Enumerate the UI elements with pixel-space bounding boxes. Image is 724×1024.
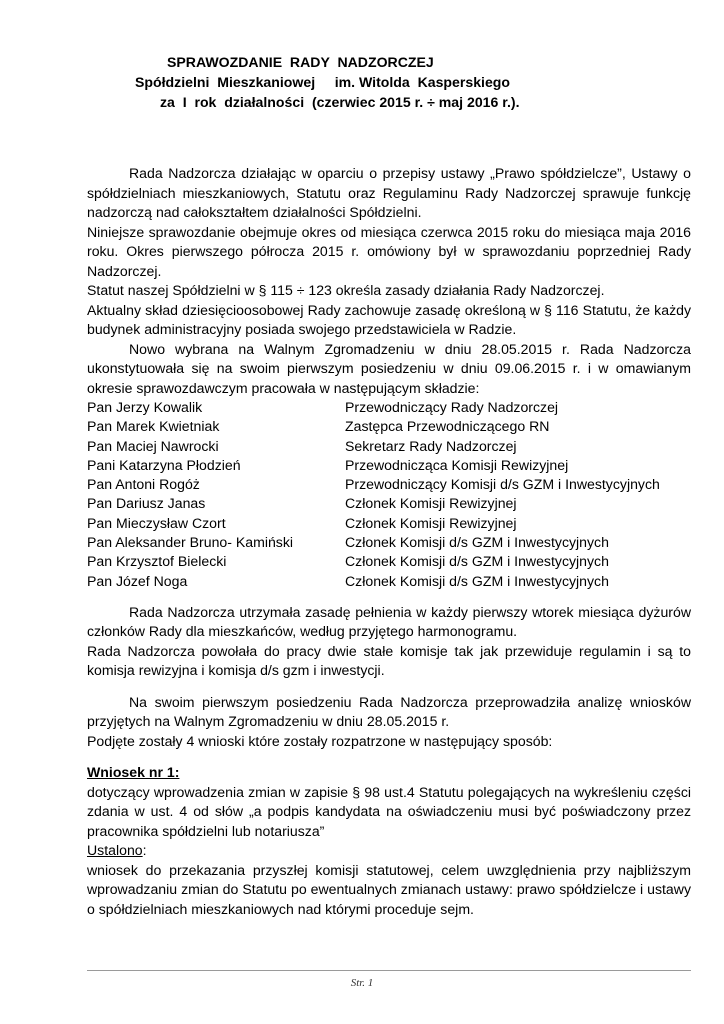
paragraph-intro: Rada Nadzorcza działając w oparciu o przepisy ustawy „Prawo spółdzielcze”, Ustawy o spółdzielniach mieszkaniowych, Statutu oraz Regulaminu Rady Nadzorczej sprawuje funkcję nadzorczą nad całokształtem działalności Spółdzielni. xyxy=(87,165,691,220)
footer-divider xyxy=(87,970,691,971)
paragraph-constitution: Nowo wybrana na Walnym Zgromadzeniu w dniu 28.05.2015 r. Rada Nadzorcza ukonstytuowała się na swoim pierwszym posiedzeniu w dniu 09.06.2015 r. i w omawianym okresie sprawozdawczym pracowała w następującym składzie: xyxy=(87,340,691,396)
motion-1-text: dotyczący wprowadzenia zmian w zapisie § 98 ust.4 Statutu polegających na wykreśleniu części zdania w ust. 4 od słów „a podpis kandydata na oświadczeniu musi być poświadczony przez pracownika spółdzielni lub notariusza” xyxy=(87,783,691,839)
member-name: Pani Katarzyna Płodzień xyxy=(87,456,241,473)
member-name: Pan Marek Kwietniak xyxy=(87,418,220,435)
member-row xyxy=(87,552,691,571)
member-role: Zastępca Przewodniczącego RN xyxy=(345,418,550,435)
member-row xyxy=(87,417,691,436)
paragraph-motions-count: Podjęte zostały 4 wnioski które zostały rozpatrzone w następujący sposób: xyxy=(87,732,553,749)
paragraph-analysis: Na swoim pierwszym posiedzeniu Rada Nadzorcza przeprowadziła analizę wniosków przyjętych na Walnym Zgromadzeniu w dniu 28.05.2015 r. xyxy=(87,693,691,730)
member-row xyxy=(87,494,691,513)
paragraph-period: Niniejsze sprawozdanie obejmuje okres od miesiąca czerwca 2015 roku do miesiąca maja 2016 roku. Okres pierwszego półrocza 2015 r. omówiony był w sprawozdaniu poprzedniej Rady Nadzorczej. xyxy=(87,223,691,279)
document-body xyxy=(87,164,691,919)
motion-1-decision: wniosek do przekazania przyszłej komisji statutowej, celem uwzględnienia przy najbliższym wprowadzaniu zmian do Statutu po ewentualnych zmianach ustawy: prawo spółdzielcze i ustawy o spółdzielniach mieszkaniowych nad którymi proceduje sejm. xyxy=(87,861,691,917)
paragraph-committees: Rada Nadzorcza powołała do pracy dwie stałe komisje tak jak przewiduje regulamin i są to komisja rewizyjna i komisja d/s gzm i inwestycji. xyxy=(87,642,691,679)
member-row xyxy=(87,398,691,417)
member-role: Przewodniczący Komisji d/s GZM i Inwestycyjnych xyxy=(345,476,660,493)
member-row xyxy=(87,437,691,456)
member-role: Członek Komisji d/s GZM i Inwestycyjnych xyxy=(345,553,609,570)
member-role: Przewodniczący Rady Nadzorczej xyxy=(345,399,559,415)
member-name: Pan Dariusz Janas xyxy=(87,495,206,512)
motion-1-decision-heading xyxy=(87,841,691,861)
member-name: Pan Jerzy Kowalik xyxy=(87,399,203,415)
member-name: Pan Krzysztof Bielecki xyxy=(87,553,227,570)
title-line-1: SPRAWOZDANIE RADY NADZORCZEJ xyxy=(167,54,434,70)
member-role: Członek Komisji d/s GZM i Inwestycyjnych xyxy=(345,534,609,551)
member-row xyxy=(87,475,691,494)
member-row xyxy=(87,456,691,475)
paragraph-duty-hours: Rada Nadzorcza utrzymała zasadę pełnienia w każdy pierwszy wtorek miesiąca dyżurów członków Rady dla mieszkańców, według przyjętego harmonogramu. xyxy=(87,603,691,640)
member-row xyxy=(87,572,691,591)
paragraph-statute: Statut naszej Spółdzielni w § 115 ÷ 123 określa zasady działania Rady Nadzorczej. xyxy=(87,282,605,298)
member-role: Członek Komisji Rewizyjnej xyxy=(345,514,517,531)
page-number: Str. 1 xyxy=(350,977,374,989)
member-name: Pan Maciej Nawrocki xyxy=(87,437,219,454)
paragraph-composition: Aktualny skład dziesięcioosobowej Rady zachowuje zasadę określoną w § 116 Statutu, że każdy budynek administracyjny posiada swojego przedstawiciela w Radzie. xyxy=(87,301,691,337)
member-role: Członek Komisji Rewizyjnej xyxy=(345,495,517,512)
decision-label: Ustalono xyxy=(87,842,143,859)
motion-1-heading-text: Wniosek nr 1: xyxy=(87,764,180,781)
spacer xyxy=(87,681,691,693)
member-name: Pan Józef Noga xyxy=(87,572,188,589)
spacer xyxy=(87,591,691,603)
member-role: Przewodnicząca Komisji Rewizyjnej xyxy=(345,456,569,473)
title-line-3: za I rok działalności (czerwiec 2015 r. ÷ maj 2016 r.). xyxy=(160,94,520,110)
member-name: Pan Mieczysław Czort xyxy=(87,514,226,531)
member-name: Pan Aleksander Bruno- Kamiński xyxy=(87,534,294,551)
decision-label-suffix: : xyxy=(142,842,147,859)
member-row xyxy=(87,514,691,533)
member-list xyxy=(87,398,691,591)
member-role: Sekretarz Rady Nadzorczej xyxy=(345,437,517,454)
member-role: Członek Komisji d/s GZM i Inwestycyjnych xyxy=(345,572,609,589)
member-name: Pan Antoni Rogóż xyxy=(87,476,200,493)
member-row xyxy=(87,533,691,552)
title-line-2: Spółdzielni Mieszkaniowej im. Witolda Kasperskiego xyxy=(135,74,511,90)
spacer xyxy=(87,751,691,763)
motion-1-heading xyxy=(87,763,691,783)
